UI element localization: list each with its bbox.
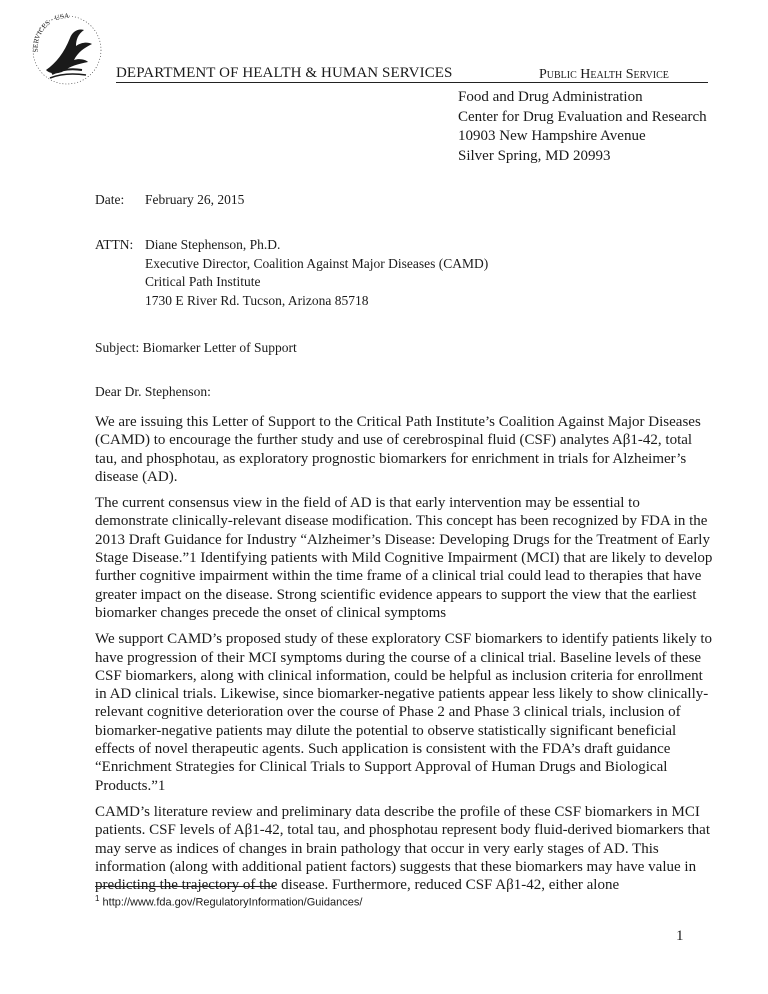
address-line: Food and Drug Administration xyxy=(458,89,643,105)
page-number: 1 xyxy=(676,928,684,944)
department-name: DEPARTMENT OF HEALTH & HUMAN SERVICES xyxy=(116,65,453,81)
attn-name: Diane Stephenson, Ph.D. xyxy=(145,237,281,252)
address-line: Center for Drug Evaluation and Research xyxy=(458,108,707,125)
sender-address xyxy=(458,88,707,166)
body-paragraph: CAMD’s literature review and preliminary data describe the profile of these CSF biomarkers in MCI patients. CSF levels of Aβ1-42, total tau, and phosphotau represent body fluid-derived biomarkers that may serve as indices of changes in brain pathology that occur in very early stages of AD. This information (along with additional patient factors) suggests that these biomarkers may have value in predicting the trajectory of the disease. Furthermore, reduced CSF Aβ1-42, either alone xyxy=(95,803,711,894)
subject-line xyxy=(95,340,297,356)
footnote-rule xyxy=(95,886,275,887)
body-paragraph: We support CAMD’s proposed study of these exploratory CSF biomarkers to identify patients likely to have progression of their MCI symptoms during the course of a clinical trial. Baseline levels of these CSF biomarkers, along with clinical information, could be helpful as inclusion criteria for enrollment in AD clinical trials. Likewise, since biomarker-negative patients appear less likely to show clinically-relevant cognitive deterioration over the course of Phase 2 and Phase 3 clinical trials, inclusion of biomarker-negative patients may dilute the potential to observe statistically significant beneficial effects of novel therapeutic agents. Such application is consistent with the FDA’s draft guidance “Enrichment Strategies for Clinical Trials to Support Approval of Human Drugs and Biological Products.”1 xyxy=(95,631,713,794)
body-paragraph: The current consensus view in the field of AD is that early intervention may be essential to demonstrate clinically-relevant disease modification. This concept has been recognized by FDA in the 2013 Draft Guidance for Industry “Alzheimer’s Disease: Developing Drugs for the Treatment of Early Stage Disease.”1 Identifying patients with Mild Cognitive Impairment (MCI) that are likely to develop further cognitive impairment within the time frame of a clinical trial could lead to therapies that have greater impact on the disease. Strong scientific evidence appears to support the view that the earliest biomarker changes precede the onset of clinical symptoms xyxy=(95,495,713,621)
attn-label: ATTN: xyxy=(95,237,134,252)
public-health-service: Public Health Service xyxy=(539,67,669,82)
date-line xyxy=(95,192,244,208)
letter-body xyxy=(95,413,715,902)
attn-organization: Critical Path Institute xyxy=(145,274,261,289)
attn-block xyxy=(95,236,488,310)
footnote-marker: 1 xyxy=(95,894,100,903)
hhs-seal-logo xyxy=(26,8,108,90)
subject-label: Subject: xyxy=(95,340,140,355)
salutation: Dear Dr. Stephenson: xyxy=(95,384,211,399)
footnote-link[interactable]: http://www.fda.gov/RegulatoryInformation/Guidances/ xyxy=(102,896,363,909)
attn-street: 1730 E River Rd. Tucson, Arizona 85718 xyxy=(145,292,369,308)
subject-value: Biomarker Letter of Support xyxy=(142,340,297,355)
date-label: Date: xyxy=(95,192,125,207)
seal-text: SERVICES · USA xyxy=(31,12,70,53)
address-line: Silver Spring, MD 20993 xyxy=(458,147,611,164)
body-paragraph: We are issuing this Letter of Support to the Critical Path Institute’s Coalition Against Major Diseases (CAMD) to encourage the further study and use of cerebrospinal fluid (CSF) analytes Aβ1-42, total tau, and phosphotau, as exploratory prognostic biomarkers for enrichment in trials for Alzheimer’s disease (AD). xyxy=(95,414,701,485)
footnote xyxy=(95,894,362,909)
attn-title: Executive Director, Coalition Against Major Diseases (CAMD) xyxy=(145,255,489,271)
svg-text:SERVICES · USA xyxy=(32,12,70,52)
letterhead-rule xyxy=(116,82,708,83)
address-line: 10903 New Hampshire Avenue xyxy=(458,128,646,144)
date-value: February 26, 2015 xyxy=(145,192,245,207)
